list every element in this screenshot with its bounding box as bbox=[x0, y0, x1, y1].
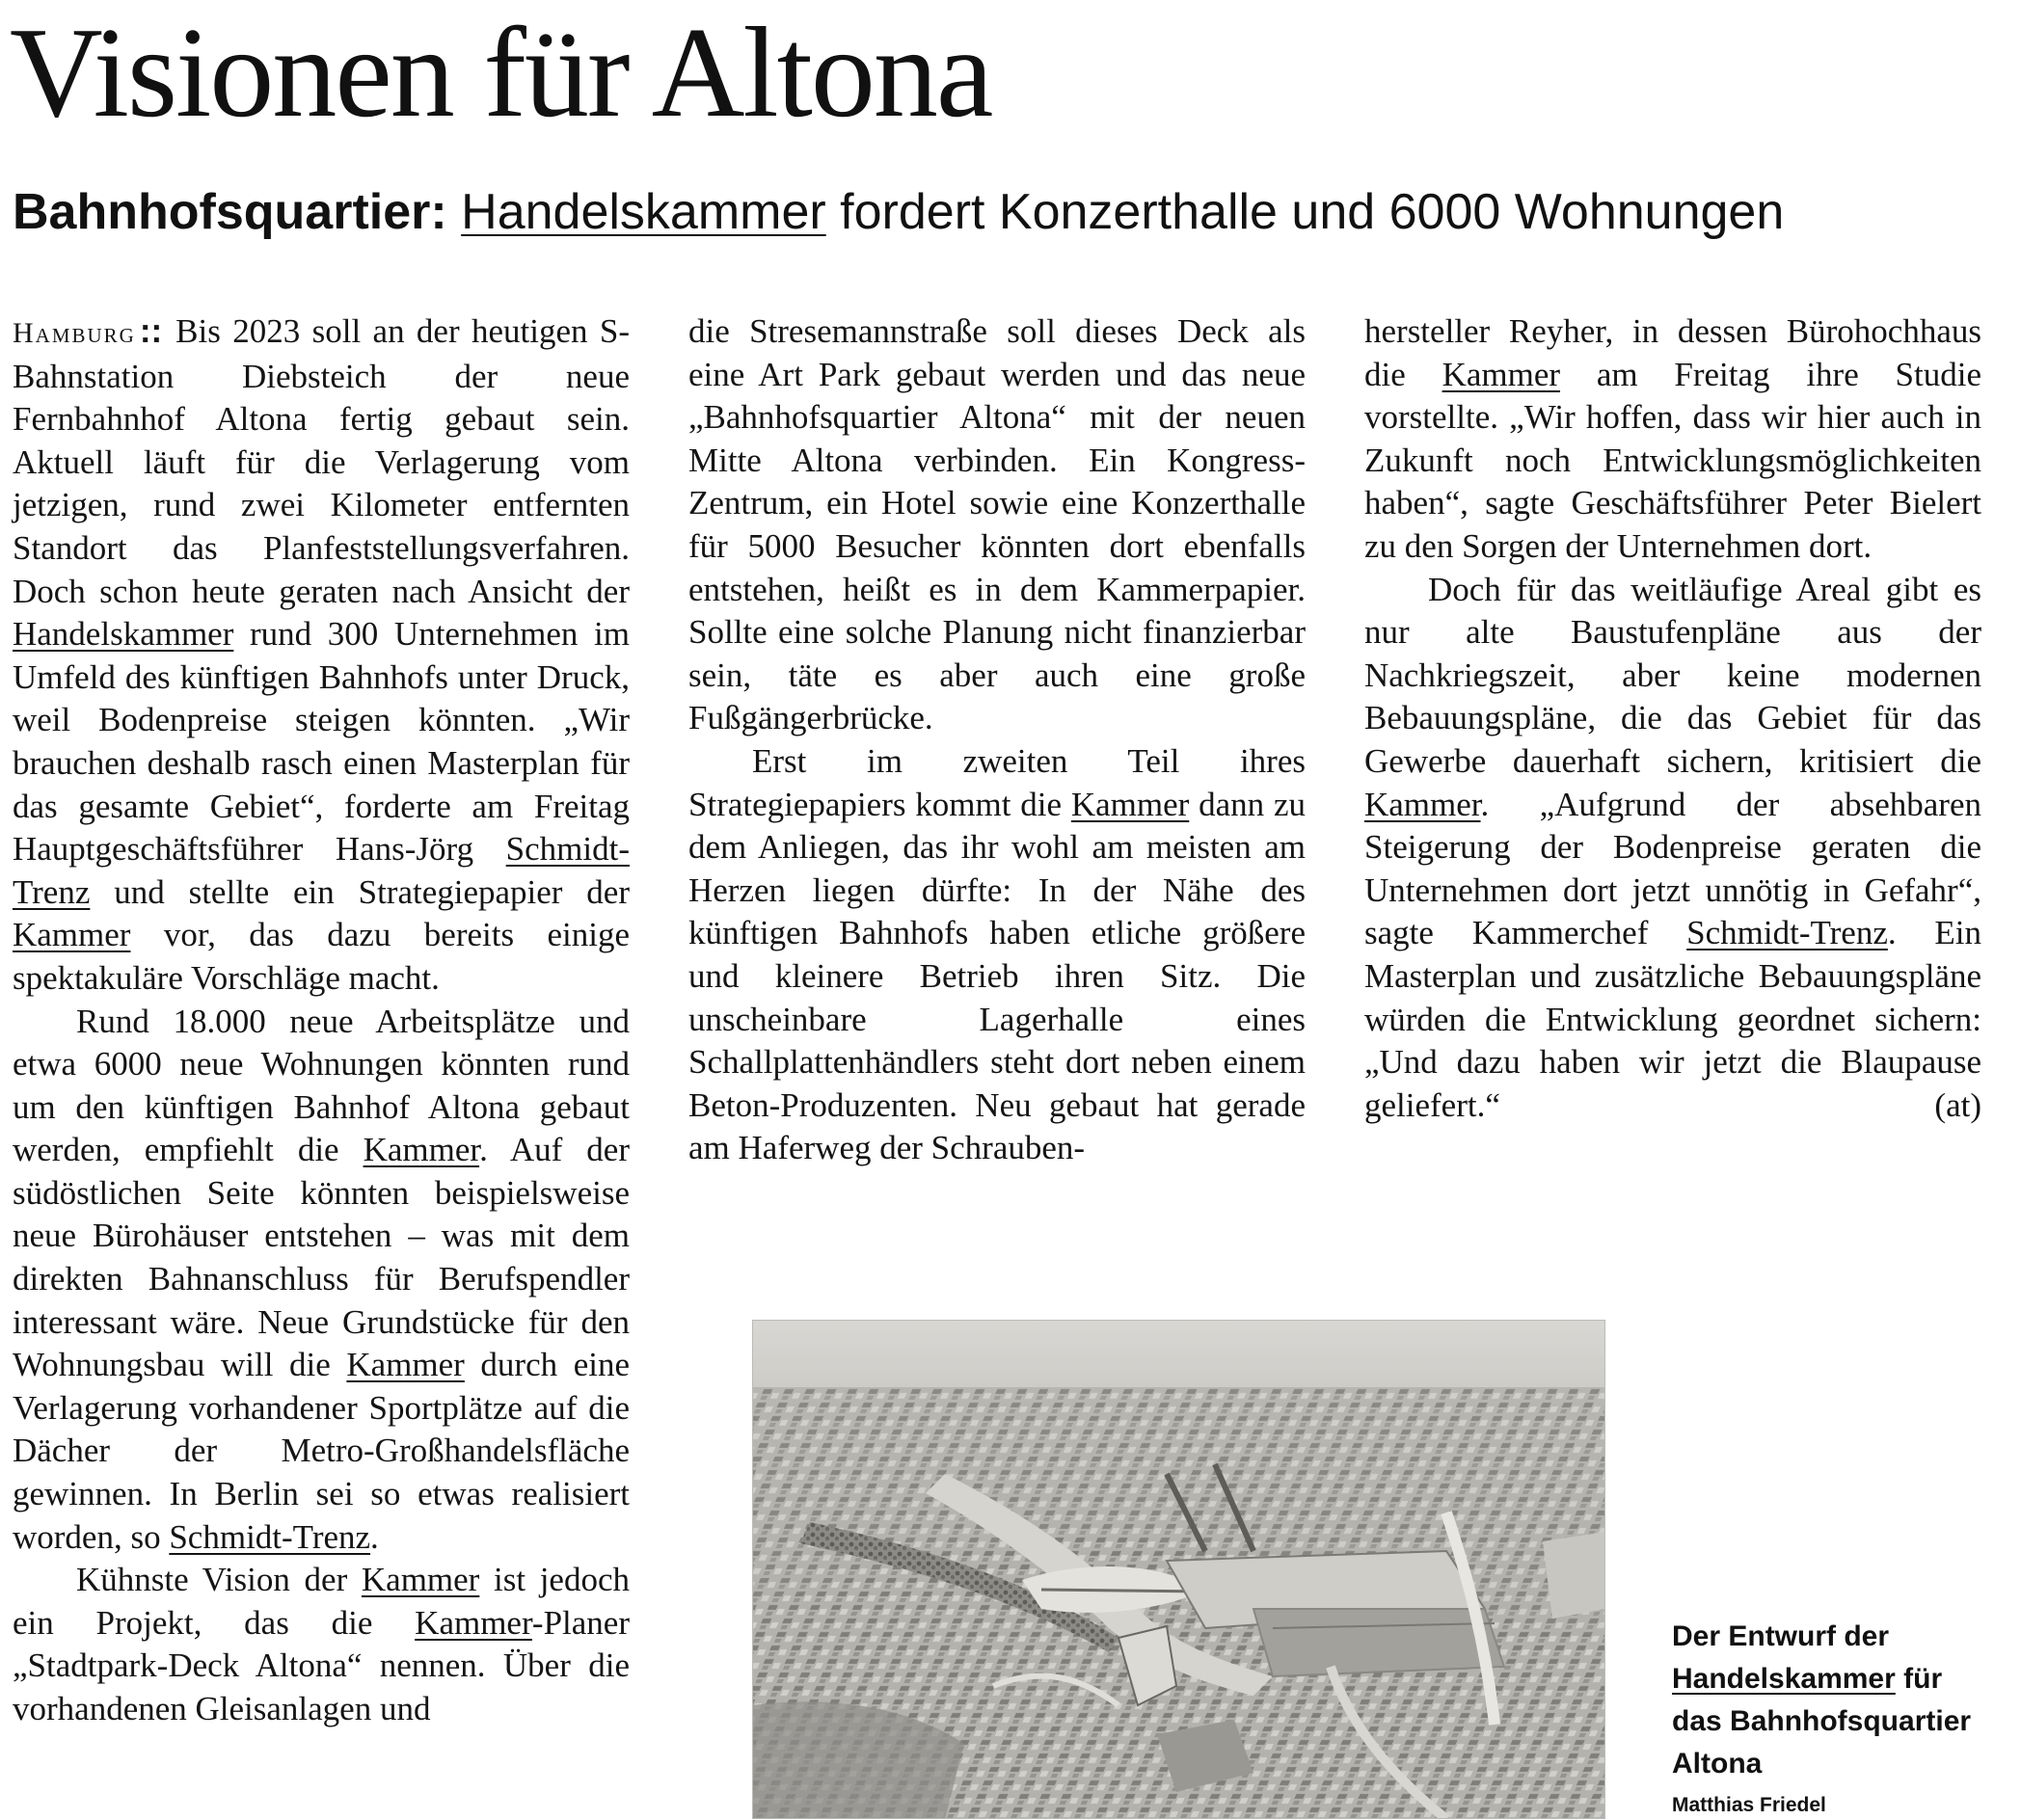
kammer-link[interactable]: Kammer bbox=[361, 1561, 480, 1599]
caption-handelskammer-link[interactable]: Handelskammer bbox=[1672, 1663, 1896, 1695]
subhead-handelskammer-link[interactable]: Handelskammer bbox=[461, 184, 826, 240]
kammer-link[interactable]: Kammer bbox=[13, 916, 131, 954]
paragraph: Kühnste Vision der Kammer ist jedoch ein Projekt, das die Kammer-Planer „Stadtpark-Deck Altona“ nennen. Über die vorhandenen Gleisanlagen und bbox=[13, 1561, 630, 1727]
aerial-rendering-photo bbox=[752, 1320, 1605, 1819]
schmidt-trenz-link[interactable]: Schmidt-Trenz bbox=[169, 1517, 371, 1556]
dateline-separator-icon: :: bbox=[139, 312, 163, 350]
headline: Visionen für Altona bbox=[10, 1, 992, 144]
dateline: Hamburg bbox=[13, 317, 136, 349]
handelskammer-link[interactable]: Handelskammer bbox=[13, 615, 234, 654]
paragraph: hersteller Reyher, in dessen Bürohochhaus die Kammer am Freitag ihre Studie vorstellte. „Wir hoffen, dass wir hier auch in Zukunft noch Entwicklungsmöglichkeiten haben“, sagte Geschäftsführer Peter Bielert zu den Sorgen der Unternehmen dort. bbox=[1364, 312, 1981, 565]
author-tag: (at) bbox=[1934, 1085, 1981, 1124]
caption-text: Der Entwurf der Handelskammer für das Bahnhofsquartier Altona bbox=[1672, 1620, 1972, 1780]
paragraph: Rund 18.000 neue Arbeitsplätze und etwa 6000 neue Wohnungen könnten rund um den künftigen Bahnhof Altona gebaut werden, empfiehlt die Kammer. Auf der südöstlichen Seite könnten beispielsweise neue Bürohäuser entstehen – was mit dem direkten Bahnanschluss für Berufspendler interessant wäre. Neue Grundstücke für den Wohnungsbau will die Kammer durch eine Verlagerung vorhandener Sportplätze auf die Dächer der Metro-Großhandelsfläche gewinnen. In Berlin sei so etwas realisiert worden, so Schmidt-Trenz. bbox=[13, 1002, 630, 1556]
kammer-link[interactable]: Kammer bbox=[346, 1346, 465, 1384]
photo-credit: Matthias Friedel bbox=[1672, 1794, 1826, 1816]
schmidt-trenz-link[interactable]: Schmidt-Trenz bbox=[13, 830, 630, 911]
paragraph: Doch für das weitläufige Areal gibt es nur alte Baustufenpläne aus der Nachkriegszeit, aber keine modernen Bebauungspläne, die das Gebiet für das Gewerbe dauerhaft sichern, kritisiert die Kammer. „Aufgrund der absehbaren Steigerung der Bodenpreise geraten die Unternehmen dort jetzt unnötig in Gefahr“, sagte Kammerchef Schmidt-Trenz. Ein Masterplan und zusätzliche Bebauungspläne würden die Entwicklung geordnet sichern: „Und dazu haben wir jetzt die Blaupause geliefert.“ (at) bbox=[1364, 569, 1981, 1128]
kammer-link[interactable]: Kammer bbox=[1364, 785, 1481, 823]
text-column-3 bbox=[1364, 310, 1981, 1127]
paragraph: die Stresemannstraße soll dieses Deck als eine Art Park gebaut werden und das neue „Bahnhofsquartier Altona“ mit der neuen Mitte Altona verbinden. Ein Kongress-Zentrum, ein Hotel sowie eine Konzerthalle für 5000 Besucher könnten dort ebenfalls entstehen, heißt es in dem Kammerpapier. Sollte eine solche Planung nicht finanzierbar sein, täte es aber auch eine große Fußgängerbrücke. bbox=[688, 312, 1306, 737]
subhead-rest: fordert Konzerthalle und 6000 Wohnungen bbox=[840, 184, 1785, 240]
kammer-link[interactable]: Kammer bbox=[415, 1603, 532, 1642]
paragraph: Erst im zweiten Teil ihres Strategiepapiers kommt die Kammer dann zu dem Anliegen, das ihr wohl am meisten am Herzen liegen dürfte: In der Nähe des künftigen Bahnhofs haben etliche größere und kleinere Betrieb ihren Sitz. Die unscheinbare Lagerhalle eines Schallplattenhändlers steht dort neben einem Beton-Produzenten. Neu gebaut hat gerade am Haferweg der Schrauben- bbox=[688, 741, 1306, 1167]
paragraph: Hamburg :: Bis 2023 soll an der heutigen S-Bahnstation Diebsteich der neue Fernbahnhof Altona fertig gebaut sein. Aktuell läuft für die Verlagerung vom jetzigen, rund zwei Kilometer entfernten Standort das Planfeststellungsverfahren. Doch schon heute geraten nach Ansicht der Handelskammer rund 300 Unternehmen im Umfeld des künftigen Bahnhofs unter Druck, weil Bodenpreise steigen könnten. „Wir brauchen deshalb rasch einen Masterplan für das gesamte Gebiet“, forderte am Freitag Hauptgeschäftsführer Hans-Jörg Schmidt-Trenz und stellte ein Strategiepapier der Kammer vor, das dazu bereits einige spektakuläre Vorschläge macht. bbox=[13, 312, 630, 997]
subhead-kicker: Bahnhofsquartier: bbox=[13, 184, 447, 240]
text-column-1 bbox=[13, 310, 630, 1731]
kammer-link[interactable]: Kammer bbox=[1070, 785, 1190, 823]
subheadline bbox=[13, 179, 1784, 245]
photo-caption bbox=[1672, 1616, 2000, 1820]
schmidt-trenz-link[interactable]: Schmidt-Trenz bbox=[1686, 914, 1888, 952]
aerial-city-illustration bbox=[752, 1320, 1605, 1819]
text-column-2 bbox=[688, 310, 1306, 1170]
kammer-link[interactable]: Kammer bbox=[363, 1131, 480, 1169]
kammer-link[interactable]: Kammer bbox=[1442, 355, 1561, 393]
